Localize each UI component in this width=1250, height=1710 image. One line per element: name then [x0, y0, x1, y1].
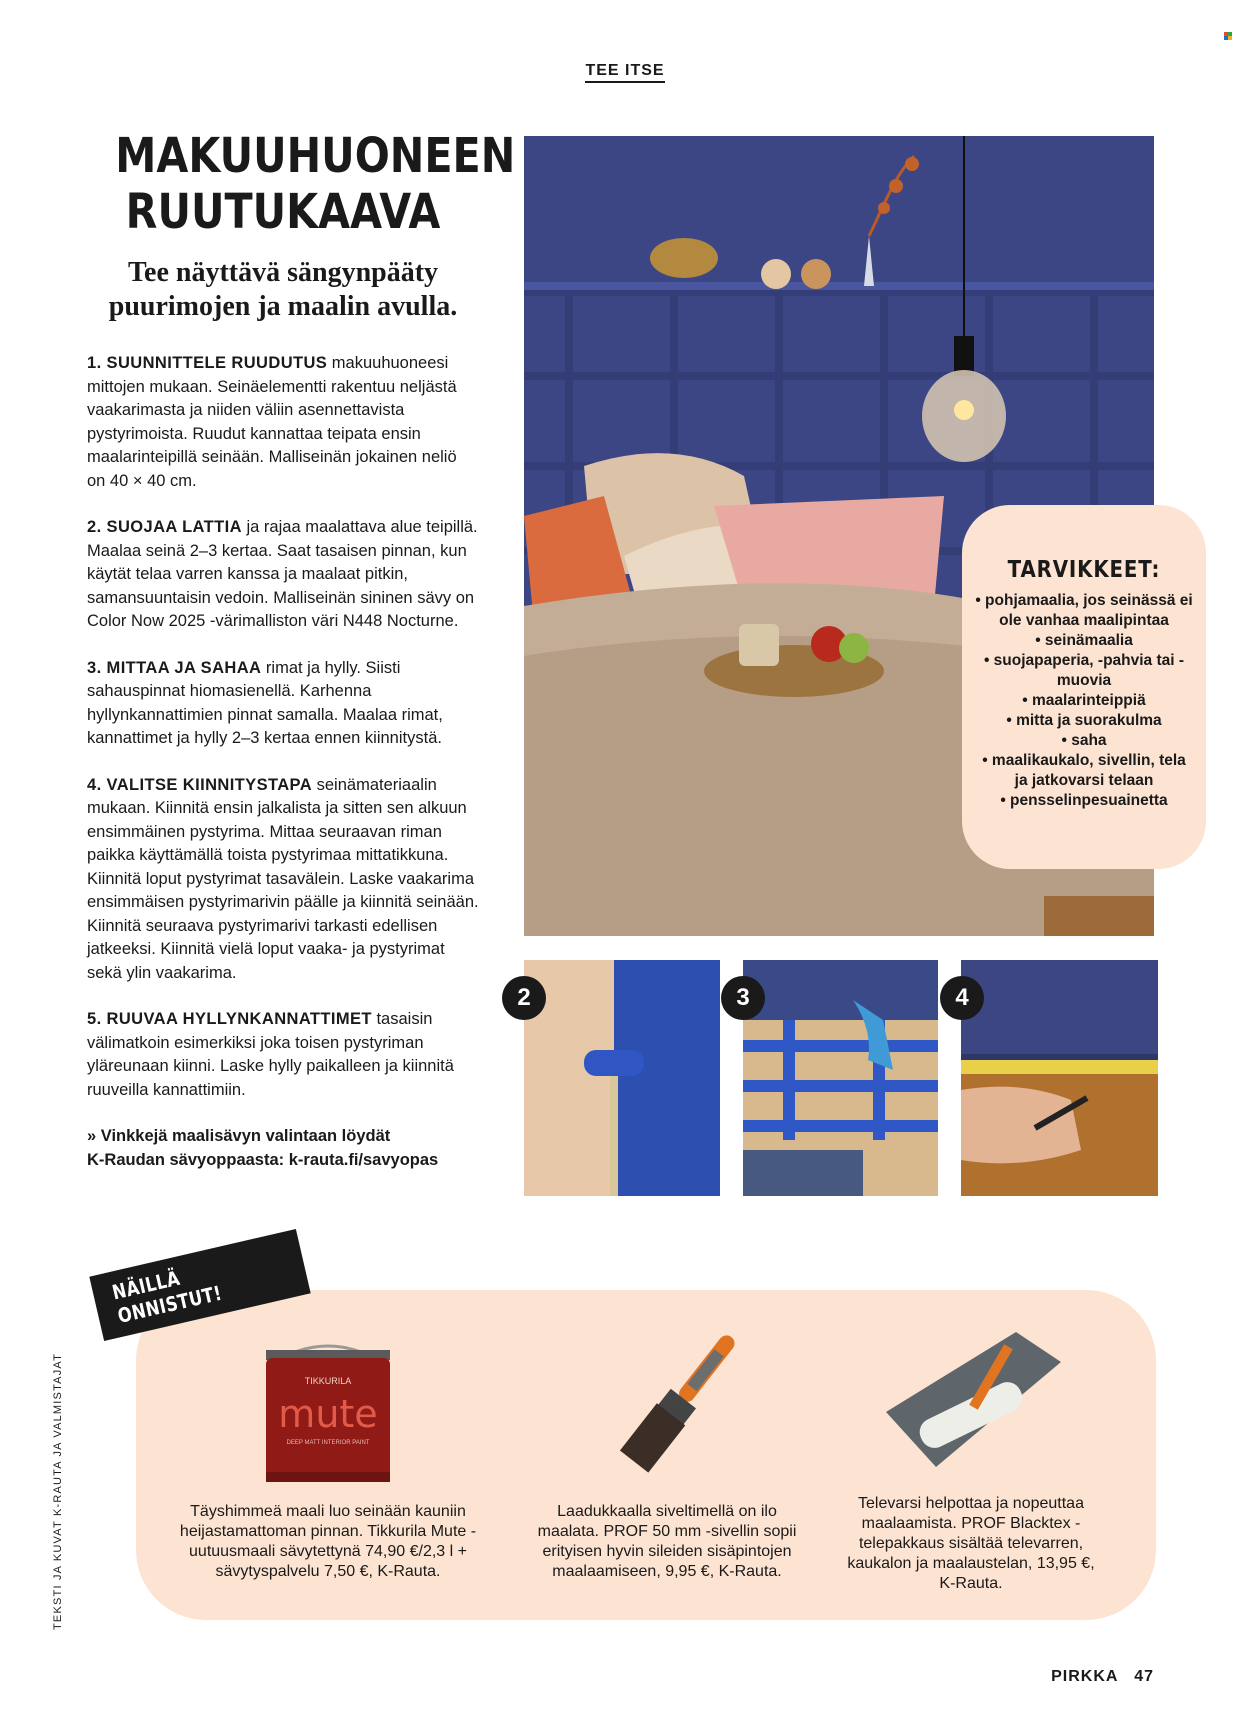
step-3	[87, 657, 479, 751]
ribbon-label: NÄILLÄ ONNISTUT!	[109, 1265, 225, 1328]
can-brand: mute	[278, 1392, 378, 1436]
step-4-photo	[961, 960, 1158, 1196]
supplies-box	[962, 505, 1206, 869]
supply-item: • pohjamaalia, jos seinässä ei ole vanhaa maalipintaa	[975, 592, 1193, 629]
tip-line-1: » Vinkkejä maalisävyn valintaan löydät	[87, 1127, 391, 1145]
tip-line-2: K-Raudan sävyoppaasta: k-rauta.fi/savyopas	[87, 1150, 439, 1169]
section-tag	[0, 62, 1250, 80]
article-subtitle: Tee näyttävä sängynpääty puurimojen ja maalin avulla.	[108, 257, 458, 322]
step-5-lead: 5. RUUVAA HYLLYNKANNATTIMET	[87, 1010, 372, 1028]
roller-kit-image	[876, 1322, 1066, 1472]
supply-item: • pensselinpesuainetta	[1000, 792, 1168, 809]
step-3-photo	[743, 960, 938, 1196]
step-4-text: seinämateriaalin mukaan. Kiinnitä ensin jalkalista ja sitten sen alkuun ensimmäinen pystyrima. Mittaa seuraavan riman paikka käyttämällä toista pystyrimaa mittatikkuna. Kiinnitä loput pystyrimat tasavälein. Laske vaakarima ensimmäisen pystyrimarivin päälle ja kiinnitä seinään. Kiinnitä seuraava pystyrimarivi tarkasti edellisen jatkeeksi. Kiinnitä vielä loput vaaka- ja pystyrimat sekä ylin vaakarima.	[87, 775, 479, 982]
supply-item: • suojapaperia, -pahvia tai -muovia	[983, 652, 1185, 689]
supply-item: • maalarinteippiä	[1022, 692, 1146, 709]
step-4	[87, 774, 479, 986]
step-2-lead: 2. SUOJAA LATTIA	[87, 518, 242, 536]
product-1-text: Täyshimmeä maali luo seinään kauniin heijastamattoman pinnan. Tikkurila Mute -uutuusmaali sävytettynä 74,90 €/2,3 l + sävytyspalvelu 7,50 €, K-Rauta.	[179, 1503, 477, 1580]
painting-slats-illustration	[743, 960, 938, 1196]
tip-link[interactable]	[87, 1125, 479, 1172]
page-number: 47	[1134, 1668, 1154, 1685]
step-badge-2: 2	[502, 976, 546, 1020]
magazine-name: PIRKKA	[1051, 1668, 1118, 1685]
instruction-steps	[87, 352, 479, 1172]
supplies-title: TARVIKKEET:	[1007, 557, 1161, 583]
photo-credit: TEKSTI JA KUVAT K-RAUTA JA VALMISTAJAT	[52, 1352, 64, 1630]
brand-mark-icon	[1224, 32, 1232, 40]
step-2-photo	[524, 960, 720, 1196]
step-badge-4: 4	[940, 976, 984, 1020]
section-label: TEE ITSE	[585, 62, 664, 83]
can-maker: TIKKURILA	[304, 1376, 352, 1386]
supplies-list	[962, 591, 1206, 811]
step-1	[87, 352, 479, 493]
step-1-lead: 1. SUUNNITTELE RUUDUTUS	[87, 354, 328, 372]
page-footer	[1051, 1668, 1154, 1686]
step-3-text: rimat ja hylly. Siisti sahauspinnat hiomasienellä. Karhenna hyllynkannattimien pinnat samalla. Maalaa rimat, kannattimet ja hylly 2–3 kertaa ennen kiinnitystä.	[87, 658, 443, 747]
step-2	[87, 516, 479, 634]
step-2-text: ja rajaa maalattava alue teipillä. Maalaa seinä 2–3 kertaa. Saat tasaisen pinnan, kun käytät telaa varren kanssa ja maalaat pitkin, samansuuntaisin vedoin. Malliseinän sininen sävy on Color Now 2025 -värimalliston väri N448 Nocturne.	[87, 518, 478, 630]
product-3-text: Televarsi helpottaa ja nopeuttaa maalaamista. PROF Blacktex -telepakkaus sisältää televarren, kaukalon ja maalaustelan, 13,95 €, K-Rauta.	[847, 1495, 1095, 1592]
step-1-text: makuuhuoneesi mittojen mukaan. Seinäelementti rakentuu neljästä vaakarimasta ja niiden väliin asennettavista pystyrimoista. Ruudut kannattaa teipata ensin maalarinteipillä seinään. Malliseinän jokainen neliö on 40 × 40 cm.	[87, 354, 457, 490]
step-5-text: tasaisin välimatkoin esimerkiksi joka toisen pystyriman yläreunaan kiinni. Laske hylly paikalleen ja kiinnitä ruuveilla kannattimiin.	[87, 1010, 454, 1099]
brush-illustration	[596, 1318, 756, 1498]
supply-item: • saha	[1061, 732, 1107, 749]
supply-item: • seinämaalia	[1035, 632, 1133, 649]
article-title	[115, 128, 516, 240]
painting-roller-illustration	[524, 960, 720, 1196]
supply-item: • maalikaukalo, sivellin, tela ja jatkovarsi telaan	[982, 752, 1186, 789]
supply-item: • mitta ja suorakulma	[1006, 712, 1162, 729]
can-subtitle: DEEP MATT INTERIOR PAINT	[286, 1440, 370, 1446]
measuring-illustration	[961, 960, 1158, 1196]
product-2-text: Laadukkaalla siveltimellä on ilo maalata. PROF 50 mm -sivellin sopii erityisen hyvin sileiden sisäpintojen maalaamiseen, 9,95 €, K-Rauta.	[537, 1503, 797, 1580]
roller-kit-illustration	[876, 1322, 1066, 1472]
step-badge-3: 3	[721, 976, 765, 1020]
brush-image	[596, 1318, 756, 1498]
title-line-2: RUUTUKAAVA	[125, 184, 441, 240]
step-5	[87, 1008, 479, 1102]
step-4-lead: 4. VALITSE KIINNITYSTAPA	[87, 775, 313, 794]
step-3-lead: 3. MITTAA JA SAHAA	[87, 658, 262, 677]
title-line-1: MAKUUHUONEEN	[115, 128, 516, 184]
